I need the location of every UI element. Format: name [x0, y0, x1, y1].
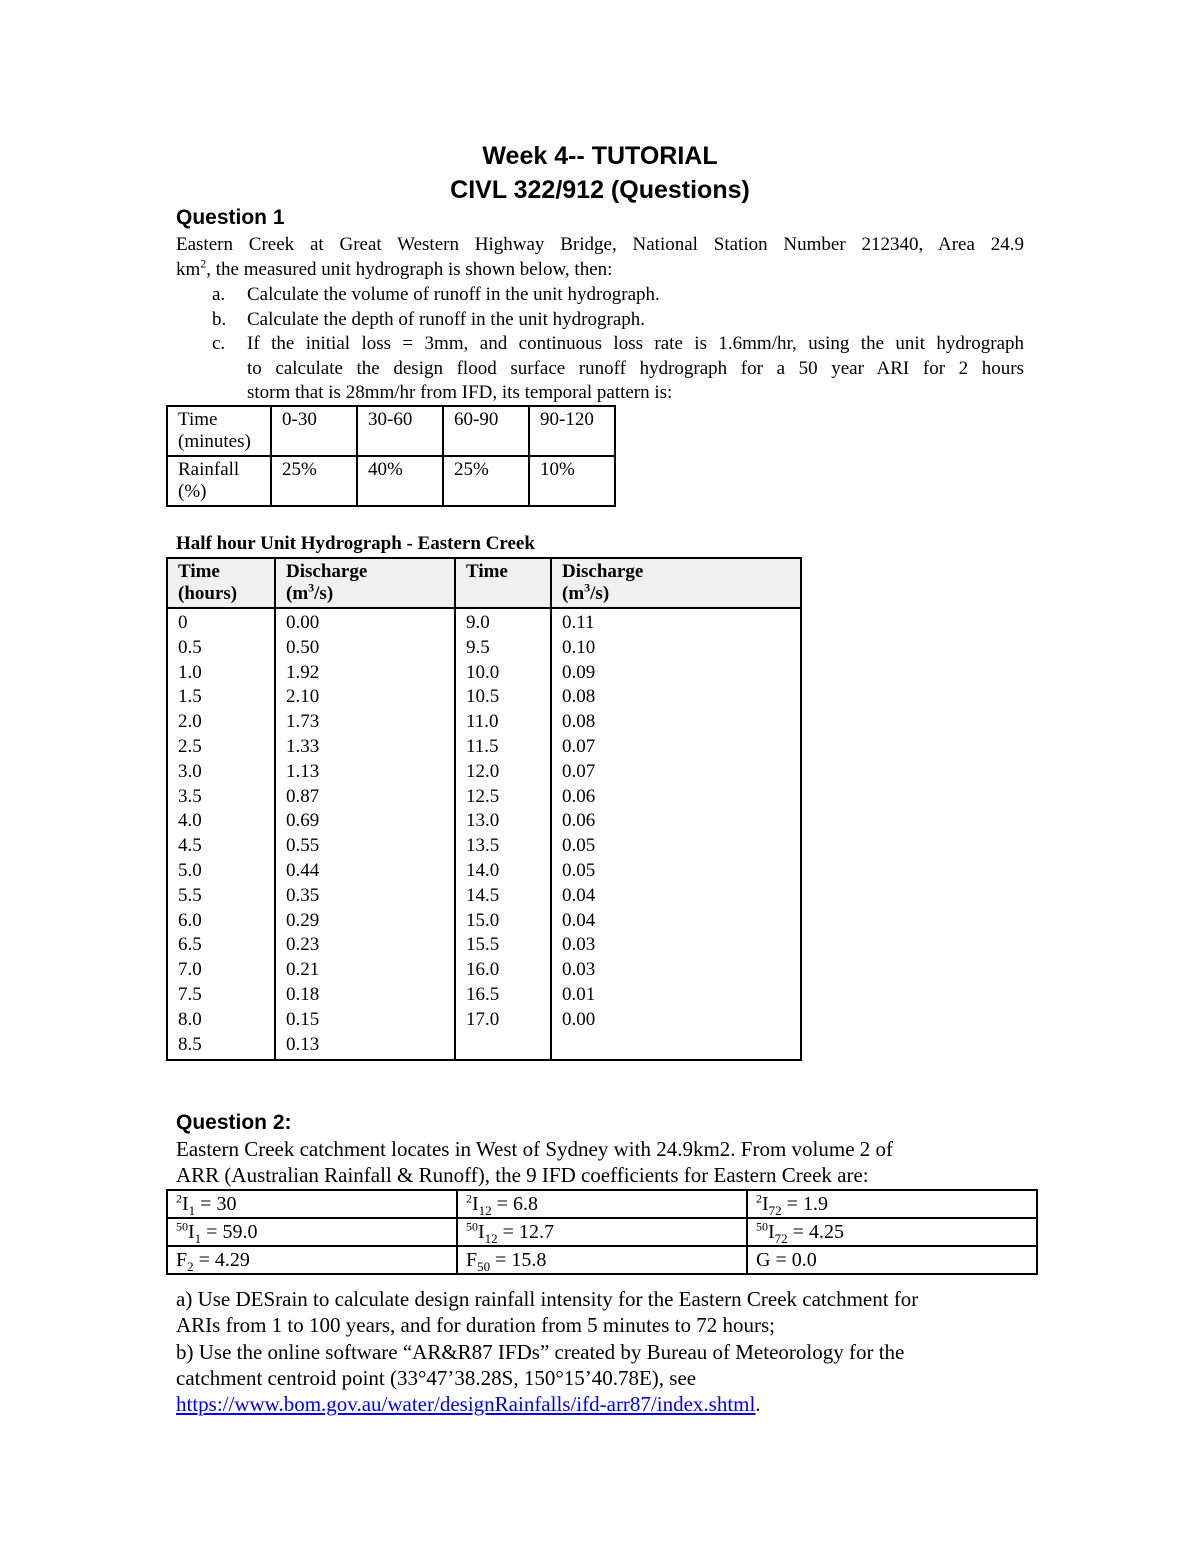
table-cell: 1.92	[275, 661, 455, 686]
table-cell: 4.0	[167, 809, 275, 834]
table-cell: 0.18	[275, 983, 455, 1008]
table-cell: 25%	[271, 456, 357, 506]
table-cell: 0.29	[275, 909, 455, 934]
table-cell: 3.0	[167, 760, 275, 785]
table-cell: 14.5	[455, 884, 551, 909]
table-row	[167, 636, 801, 661]
table-cell: 0.05	[551, 859, 801, 884]
table-row	[167, 608, 801, 636]
table-cell: 0.10	[551, 636, 801, 661]
table-cell: 0.04	[551, 884, 801, 909]
unit-hydrograph-body	[167, 608, 801, 1060]
table-cell: 25%	[443, 456, 529, 506]
table-cell: 9.5	[455, 636, 551, 661]
table-cell: 60-90	[443, 406, 529, 456]
table-cell: 0.07	[551, 735, 801, 760]
list-marker-b: b.	[212, 309, 227, 330]
table-cell: 0.08	[551, 710, 801, 735]
table-cell: 13.0	[455, 809, 551, 834]
table-row	[167, 1218, 1037, 1246]
table-cell: 7.5	[167, 983, 275, 1008]
list-marker-a: a.	[212, 284, 226, 305]
ifd-cell: $^{50}I_{12} = 12.7$	[457, 1218, 747, 1246]
list-item-c-line1: If the initial loss = 3mm, and continuous loss rate is 1.6mm/hr, using the unit hydrograph	[247, 333, 1024, 354]
table-row	[167, 1033, 801, 1061]
table-cell: 0.03	[551, 958, 801, 983]
table-cell: 1.0	[167, 661, 275, 686]
table-cell: 16.0	[455, 958, 551, 983]
table-cell: 2.10	[275, 685, 455, 710]
ifd-arr87-link[interactable]: https://www.bom.gov.au/water/designRainfalls/ifd-arr87/index.shtml	[176, 1392, 756, 1416]
list-item-c-line2: to calculate the design flood surface runoff hydrograph for a 50 year ARI for 2 hours	[247, 358, 1024, 379]
q1-intro-line2: $km^2$, the measured unit hydrograph is shown below, then:	[176, 256, 613, 280]
table-row	[167, 1246, 1037, 1274]
table-cell: 10.5	[455, 685, 551, 710]
table-cell: 0.13	[275, 1033, 455, 1061]
table-cell: 1.13	[275, 760, 455, 785]
column-header-discharge-2: Discharge $(m^3/s)$	[551, 558, 801, 608]
table-cell: 40%	[357, 456, 443, 506]
q2-line1: Eastern Creek catchment locates in West of Sydney with 24.9km2. From volume 2 of	[176, 1137, 894, 1161]
q2-line2: ARR (Australian Rainfall & Runoff), the 9 IFD coefficients for Eastern Creek are:	[176, 1163, 869, 1187]
table-cell: 3.5	[167, 785, 275, 810]
table-cell: 0.06	[551, 785, 801, 810]
table-cell: 14.0	[455, 859, 551, 884]
table-cell: 0.35	[275, 884, 455, 909]
q2-part-b-line1: b) Use the online software “AR&R87 IFDs” created by Bureau of Meteorology for the	[176, 1340, 905, 1364]
q2-link-line: https://www.bom.gov.au/water/designRainfalls/ifd-arr87/index.shtml.	[176, 1392, 761, 1416]
table-cell: 0.07	[551, 760, 801, 785]
ifd-cell: G = 0.0	[747, 1246, 1037, 1274]
unit-hydrograph-title: Half hour Unit Hydrograph - Eastern Creek	[176, 533, 535, 554]
table-cell: 0.04	[551, 909, 801, 934]
table-cell: 15.5	[455, 933, 551, 958]
table-cell: 8.0	[167, 1008, 275, 1033]
table-cell: 0.44	[275, 859, 455, 884]
table-row	[167, 834, 801, 859]
table-cell: 1.33	[275, 735, 455, 760]
table-cell: 30-60	[357, 406, 443, 456]
table-cell: 0.5	[167, 636, 275, 661]
table-cell: 5.0	[167, 859, 275, 884]
table-cell: 0-30	[271, 406, 357, 456]
table-cell: 0.06	[551, 809, 801, 834]
page-subtitle: CIVL 322/912 (Questions)	[450, 176, 750, 204]
table-cell: 15.0	[455, 909, 551, 934]
table-cell: 0.00	[551, 1008, 801, 1033]
table-row	[167, 859, 801, 884]
table-cell: 0.05	[551, 834, 801, 859]
q2-part-a-line2: ARIs from 1 to 100 years, and for duration from 5 minutes to 72 hours;	[176, 1313, 775, 1337]
table-cell: 12.0	[455, 760, 551, 785]
table-cell: 0.11	[551, 608, 801, 636]
table-cell: 0.23	[275, 933, 455, 958]
ifd-cell: $^2I_{12} = 6.8$	[457, 1190, 747, 1218]
ifd-cell: $F_2 = 4.29$	[167, 1246, 457, 1274]
table-row	[167, 456, 615, 506]
list-item-a: Calculate the volume of runoff in the unit hydrograph.	[247, 284, 660, 305]
table-cell: 13.5	[455, 834, 551, 859]
table-cell: 11.5	[455, 735, 551, 760]
list-item-b: Calculate the depth of runoff in the unit hydrograph.	[247, 309, 646, 330]
ifd-coefficients-table	[166, 1189, 1038, 1275]
table-row	[167, 710, 801, 735]
table-cell: 0.15	[275, 1008, 455, 1033]
table-row	[167, 958, 801, 983]
table-row	[167, 933, 801, 958]
table-row	[167, 685, 801, 710]
table-row	[167, 809, 801, 834]
table-row	[167, 661, 801, 686]
table-cell: 7.0	[167, 958, 275, 983]
table-cell: Rainfall (%)	[167, 456, 271, 506]
table-row	[167, 884, 801, 909]
table-cell: 0	[167, 608, 275, 636]
table-cell: 5.5	[167, 884, 275, 909]
ifd-cell: $^{50}I_1 = 59.0$	[167, 1218, 457, 1246]
table-cell: 16.5	[455, 983, 551, 1008]
list-marker-c: c.	[212, 333, 226, 354]
ifd-cell: $^2I_1 = 30$	[167, 1190, 457, 1218]
table-cell: 10%	[529, 456, 615, 506]
table-cell: 0.08	[551, 685, 801, 710]
table-cell: 0.55	[275, 834, 455, 859]
table-cell: Time (minutes)	[167, 406, 271, 456]
table-cell: 0.21	[275, 958, 455, 983]
table-cell: 0.09	[551, 661, 801, 686]
ifd-cell: $F_{50} = 15.8$	[457, 1246, 747, 1274]
table-cell: 11.0	[455, 710, 551, 735]
table-row	[167, 785, 801, 810]
table-row	[167, 760, 801, 785]
column-header-time-2: Time	[455, 558, 551, 608]
table-row	[167, 909, 801, 934]
ifd-cell: $^{50}I_{72} = 4.25$	[747, 1218, 1037, 1246]
table-cell: 4.5	[167, 834, 275, 859]
table-cell: 0.87	[275, 785, 455, 810]
table-cell: 1.73	[275, 710, 455, 735]
table-row	[167, 1190, 1037, 1218]
table-cell: 8.5	[167, 1033, 275, 1061]
question-1-heading: Question 1	[176, 206, 285, 229]
table-cell: 0.00	[275, 608, 455, 636]
temporal-pattern-table	[166, 405, 616, 507]
table-row	[167, 735, 801, 760]
page-title: Week 4-- TUTORIAL	[482, 142, 718, 170]
column-header-discharge: Discharge $(m^3/s)$	[275, 558, 455, 608]
column-header-time: Time (hours)	[167, 558, 275, 608]
table-row	[167, 983, 801, 1008]
table-cell: 90-120	[529, 406, 615, 456]
table-cell: 9.0	[455, 608, 551, 636]
table-header-row	[167, 558, 801, 608]
table-row	[167, 406, 615, 456]
table-cell	[455, 1033, 551, 1061]
q2-part-b-line2: catchment centroid point (33°47’38.28S, 150°15’40.78E), see	[176, 1366, 697, 1390]
table-cell: 1.5	[167, 685, 275, 710]
unit-hydrograph-table	[166, 557, 802, 1061]
table-cell: 0.03	[551, 933, 801, 958]
table-cell: 0.50	[275, 636, 455, 661]
table-cell: 10.0	[455, 661, 551, 686]
ifd-cell: $^2I_{72} = 1.9$	[747, 1190, 1037, 1218]
table-row	[167, 1008, 801, 1033]
table-cell	[551, 1033, 801, 1061]
table-cell: 0.69	[275, 809, 455, 834]
table-cell: 6.5	[167, 933, 275, 958]
table-cell: 2.5	[167, 735, 275, 760]
q1-intro-line1: Eastern Creek at Great Western Highway Bridge, National Station Number 212340, Area 24.9	[176, 234, 1024, 255]
table-cell: 2.0	[167, 710, 275, 735]
q2-part-a-line1: a) Use DESrain to calculate design rainfall intensity for the Eastern Creek catchment for	[176, 1287, 919, 1311]
ifd-table-body	[167, 1190, 1037, 1274]
table-cell: 6.0	[167, 909, 275, 934]
table-cell: 0.01	[551, 983, 801, 1008]
question-2-heading: Question 2:	[176, 1111, 292, 1134]
table-cell: 17.0	[455, 1008, 551, 1033]
list-item-c-line3: storm that is 28mm/hr from IFD, its temporal pattern is:	[247, 382, 673, 403]
table-cell: 12.5	[455, 785, 551, 810]
